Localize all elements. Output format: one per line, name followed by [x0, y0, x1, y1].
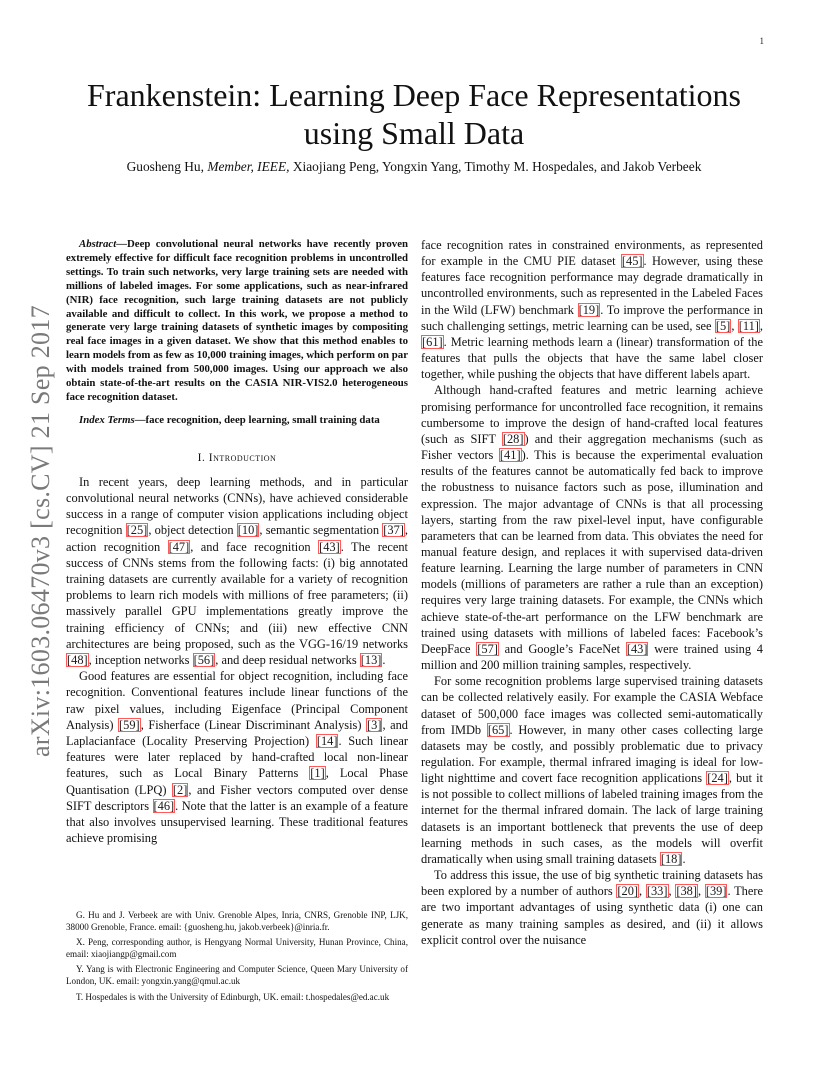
paragraph-text: , and face recognition: [190, 539, 319, 554]
footnote: Y. Yang is with Electronic Engineering and Computer Science, Queen Mary University of London, UK. email: yongxin.yang@qmul.ac.uk: [66, 964, 408, 986]
citation-link[interactable]: [46]: [153, 798, 175, 813]
paragraph-text: . The recent success of CNNs stems from the following facts: (i) big annotated training datasets are currently available for a variety of recognition problems to learn rich models with millions of free parameters; (ii) massively parallel GPU implementations greatly improve the training efficiency of CNNs; and (iii) new effective CNN architectures are being proposed, such as the VGG-16/19 networks: [66, 539, 408, 651]
abstract-text: —Deep convolutional neural networks have recently proven extremely effective for difficult face recognition problems in uncontrolled settings. To train such networks, very large training sets are needed with millions of labeled images. For some applications, such as near-infrared (NIR) face recognition, such large training datasets are not publicly available and difficult to collect. In this work, we propose a method to generate very large training datasets of synthetic images by compositing real face images in a given dataset. We show that this method enables to learn models from as few as 10,000 training images, which perform on par with models trained from 500,000 images. Using our approach we also obtain state-of-the-art results on the CASIA NIR-VIS2.0 heterogeneous face recognition dataset.: [66, 238, 408, 403]
index-terms: [66, 414, 408, 428]
paragraph-text: Although hand-crafted features and metric learning achieve promising performance for uncontrolled face recognition, it remains cumbersome to improve the design of hand-crafted local features (such as SIFT: [421, 383, 763, 446]
right-paragraph-4: [421, 867, 763, 948]
paragraph-text: Good features are essential for object recognition, including face recognition. Conventional features include linear functions of the raw pixel values, including Eigenface (Principal Component Analysis): [66, 669, 408, 732]
citation-link[interactable]: [20]: [617, 884, 639, 899]
citation-link[interactable]: [28]: [502, 431, 524, 446]
paragraph-text: were trained using 4 million and 200 million training samples, respectively.: [421, 641, 763, 673]
author-list: [64, 159, 764, 175]
paragraph-text: , inception networks: [88, 653, 193, 668]
author-footnotes: [66, 910, 408, 1007]
citation-link[interactable]: [47]: [168, 539, 190, 554]
citation-link[interactable]: [57]: [477, 641, 498, 656]
paragraph-text: . There are two important advantages of using synthetic data (i) one can generate as many training samples as desired, and (ii) it allows explicit control over the nuisance: [421, 884, 763, 947]
paragraph-text: To address this issue, the use of big synthetic training datasets has been explored by a number of authors: [421, 868, 763, 899]
citation-link[interactable]: [59]: [119, 717, 140, 732]
paragraph-text: and Google’s FaceNet: [498, 641, 626, 656]
intro-paragraph-2: [66, 668, 408, 846]
citation-link[interactable]: [13]: [360, 653, 382, 668]
index-terms-label: Index Terms: [79, 413, 135, 426]
paragraph-text: . To improve the performance in such challenging settings, metric learning can be used, see: [421, 302, 763, 333]
intro-paragraph-1: [66, 474, 408, 668]
citation-link[interactable]: [25]: [126, 523, 148, 538]
paragraph-text: ,: [731, 318, 738, 333]
right-column: [421, 237, 763, 948]
right-paragraph-2: [421, 382, 763, 673]
paragraph-text: face recognition rates in constrained environments, as represented for example in the CMU PIE dataset: [421, 238, 763, 269]
paragraph-text: , object detection: [148, 523, 237, 538]
paragraph-text: , semantic segmentation: [259, 523, 383, 538]
citation-link[interactable]: [65]: [487, 722, 509, 737]
authors-part-1: Guosheng Hu,: [126, 159, 208, 174]
paragraph-text: , Fisherface (Linear Discriminant Analysis): [140, 717, 367, 732]
left-column: [66, 238, 408, 846]
paragraph-text: , and Fisher vectors computed over dense SIFT descriptors: [66, 782, 408, 813]
page-number: 1: [759, 36, 764, 46]
citation-link[interactable]: [48]: [67, 653, 88, 668]
citation-link[interactable]: [37]: [383, 523, 404, 538]
paragraph-text: , and deep residual networks: [215, 653, 360, 668]
paragraph-text: ). This is because the experimental evaluation results of the features cannot be automatically fed back to improve the robustness to nuisance factors such as pose, illumination and expression. The major advantage of CNNs is that all processing layers, starting from the raw pixel-level input, have configurable parameters that can be learned from data. This obviates the need for manual feature design, and replaces it with supervised data-driven feature learning. Learning the large number of parameters in CNN models (millions of parameters are rather a rule than an exception) requires very large training datasets. For example, the CNNs which achieve state-of-the-art performance on the LFW benchmark are trained using datasets with millions of labeled faces: Facebook’s DeepFace: [421, 448, 763, 656]
citation-link[interactable]: [24]: [707, 771, 728, 786]
right-paragraph-1: [421, 237, 763, 382]
citation-link[interactable]: [56]: [193, 653, 215, 668]
paragraph-text: .: [682, 851, 686, 866]
footnote: X. Peng, corresponding author, is Hengyang Normal University, Hunan Province, China, email: xiaojiangp@gmail.com: [66, 937, 408, 959]
author-membership: Member, IEEE,: [207, 159, 290, 174]
citation-link[interactable]: [1]: [310, 766, 325, 781]
citation-link[interactable]: [43]: [626, 641, 648, 656]
paragraph-text: For some recognition problems large supervised training datasets can be collected relatively easily. For example the CASIA Webface dataset of 500,000 face images was collected semi-automatically from IMDb: [421, 674, 763, 737]
abstract-label: Abstract: [79, 238, 117, 250]
paragraph-text: . Such linear features were later replaced by hand-crafted local non-linear features, such as Local Binary Patterns: [66, 734, 408, 781]
paragraph-text: ,: [698, 884, 705, 899]
paragraph-text: . However, using these features face recognition performance may degrade dramatically in uncontrolled environments, such as represented in the Labeled Faces in the Wild (LFW) benchmark: [421, 254, 764, 317]
citation-link[interactable]: [45]: [621, 254, 643, 269]
paragraph-text: ,: [639, 884, 646, 899]
paragraph-text: . Note that the latter is an example of a feature that also involves unsupervised learning. These traditional features achieve promising: [66, 798, 408, 846]
paragraph-text: .: [382, 653, 386, 668]
arxiv-id-text: arXiv:1603.06470v3 [cs.CV] 21 Sep 2017: [26, 305, 56, 757]
footnote: T. Hospedales is with the University of Edinburgh, UK. email: t.hospedales@ed.ac.uk: [76, 991, 390, 1002]
citation-link[interactable]: [10]: [237, 523, 259, 538]
citation-link[interactable]: [38]: [676, 884, 697, 899]
citation-link[interactable]: [11]: [738, 318, 759, 333]
authors-part-2: Xiaojiang Peng, Yongxin Yang, Timothy M. Hospedales, and Jakob Verbeek: [289, 159, 702, 174]
paragraph-text: , Local Phase Quantisation (LPQ): [66, 766, 408, 797]
arxiv-side-stamp: [26, 286, 56, 776]
citation-link[interactable]: [18]: [660, 851, 682, 866]
paragraph-text: . Metric learning methods learn a (linear) transformation of the features that pulls the objects that have the same label closer together, while pushing the objects that have different labels apart.: [421, 334, 763, 382]
right-paragraph-3: [421, 673, 763, 867]
citation-link[interactable]: [33]: [646, 884, 668, 899]
paragraph-text: , and Laplacianface (Locality Preserving Projection): [66, 717, 408, 749]
citation-link[interactable]: [39]: [705, 884, 727, 899]
paper-title: Frankenstein: Learning Deep Face Representations using Small Data: [87, 77, 741, 151]
paragraph-text: ,: [668, 884, 676, 899]
citation-link[interactable]: [5]: [715, 318, 731, 333]
abstract: [66, 238, 408, 405]
citation-link[interactable]: [43]: [319, 539, 340, 554]
paragraph-text: , action recognition: [66, 523, 409, 554]
paragraph-text: . However, in many other cases collecting large datasets may be costly, and possibly problematic due to privacy regulation. For example, thermal infrared imaging is ideal for low-light nighttime and covert face recognition applications: [421, 722, 763, 786]
paragraph-text: ) and their aggregation mechanisms (such as Fisher vectors: [421, 431, 763, 463]
citation-link[interactable]: [2]: [172, 782, 188, 797]
paragraph-text: , but it is not possible to collect millions of labeled training images from the internet for the thermal infrared domain. The lack of large training datasets is an important bottleneck that prevents the use of deep learning methods in such cases, as the models will overfit dramatically when using small training datasets: [421, 771, 764, 866]
index-terms-text: —face recognition, deep learning, small training data: [134, 413, 380, 426]
footnote: G. Hu and J. Verbeek are with Univ. Grenoble Alpes, Inria, CNRS, Grenoble INP, LJK, 38000 Grenoble, France. email: {guosheng.hu, jakob.verbeek}@inria.fr.: [66, 910, 408, 932]
paragraph-text: ,: [759, 318, 763, 333]
citation-link[interactable]: [14]: [316, 734, 338, 749]
citation-link[interactable]: [3]: [367, 717, 382, 732]
citation-link[interactable]: [19]: [578, 302, 600, 317]
citation-link[interactable]: [41]: [499, 448, 521, 463]
citation-link[interactable]: [61]: [422, 334, 443, 349]
paragraph-text: In recent years, deep learning methods, and in particular convolutional neural networks (CNNs), have achieved considerable success in a range of computer vision applications including object recognition: [66, 474, 408, 538]
section-heading-introduction: I. Introduction: [197, 451, 277, 464]
